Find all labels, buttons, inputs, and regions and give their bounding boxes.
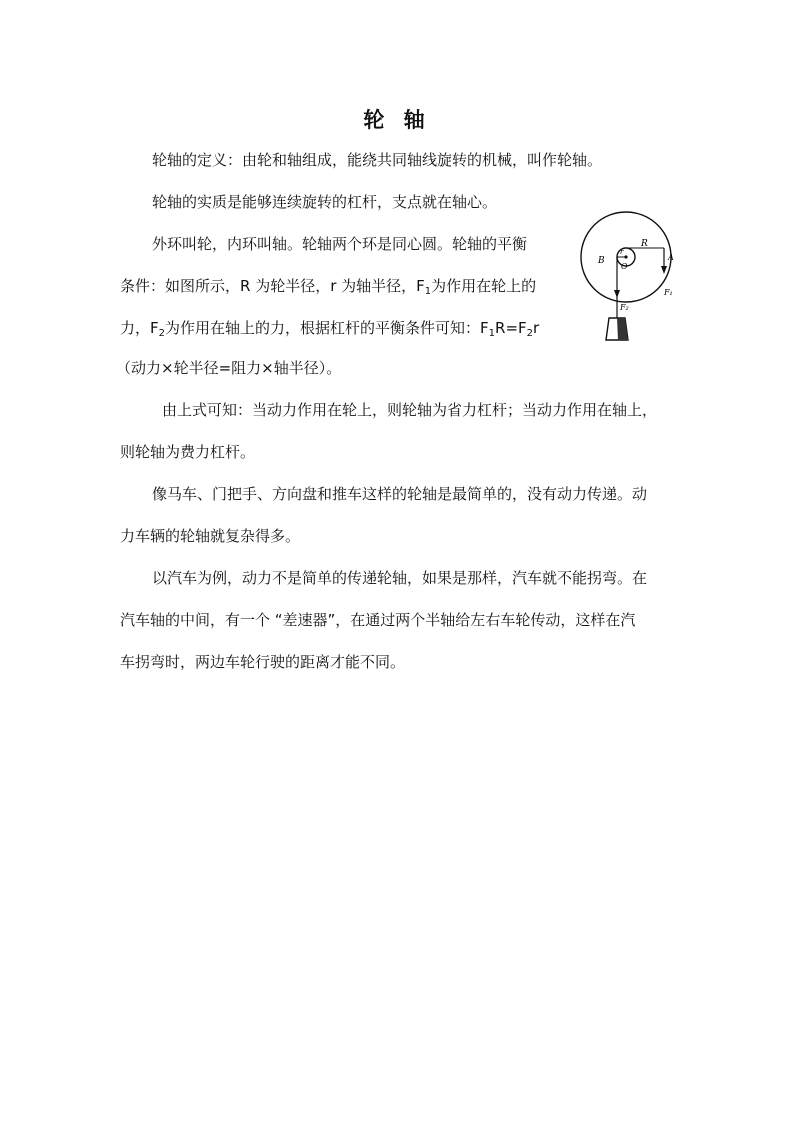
paragraph-essence: 轮轴的实质是能够连续旋转的杠杆，支点就在轴心。 [152,193,498,211]
subscript: 1 [488,328,496,339]
paragraph-balance-line-3 [120,318,539,338]
label-r: r [620,248,624,256]
label-B: B [598,256,605,266]
paragraph-balance-line-4: （动力×轮半径=阻力×轴半径）。 [116,359,342,377]
paragraph-car-line-1: 以汽车为例，动力不是简单的传递轮轴，如果是那样，汽车就不能拐弯。在 [152,569,648,587]
label-A: A [668,253,674,262]
wheel-axle-diagram [576,210,686,356]
label-F2: F₂ [620,303,629,312]
subscript: 2 [158,328,166,339]
text-segment: 为作用在轮上的 [431,277,537,295]
text-segment: 力，F [120,319,159,337]
weight-shade [617,318,628,340]
paragraph-examples-line-2: 力车辆的轮轴就复杂得多。 [120,527,301,545]
paragraph-definition: 轮轴的定义：由轮和轴组成，能绕共同轴线旋转的机械，叫作轮轴。 [152,151,603,169]
label-F1: F₁ [664,288,673,297]
paragraph-car-line-3: 车拐弯时，两边车轮行驶的距离才能不同。 [120,653,406,671]
text-segment: 条件：如图所示，R 为轮半径，r 为轴半径，F [120,277,425,295]
text-segment: 为作用在轴上的力，根据杠杆的平衡条件可知：F [165,319,489,337]
paragraph-balance-line-1: 外环叫轮，内环叫轴。轮轴两个环是同心圆。轮轴的平衡 [152,235,528,253]
force-f1-arrow [661,266,667,274]
paragraph-balance-line-2 [120,276,536,296]
label-R: R [641,239,648,249]
subscript: 2 [526,328,534,339]
paragraph-conclusion-line-1: 由上式可知：当动力作用在轮上，则轮轴为省力杠杆；当动力作用在轴上， [162,401,658,419]
label-O: O [621,262,628,271]
force-f2-arrow [614,290,620,298]
text-segment: R=F [495,319,527,337]
page-title: 轮 轴 [363,108,431,132]
text-segment: r [533,319,540,337]
paragraph-examples-line-1: 像马车、门把手、方向盘和推车这样的轮轴是最简单的，没有动力传递。动 [152,485,648,503]
paragraph-conclusion-line-2: 则轮轴为费力杠杆。 [120,443,256,461]
subscript: 1 [424,286,432,297]
paragraph-car-line-2: 汽车轴的中间，有一个 “差速器”，在通过两个半轴给左右车轮传动，这样在汽 [120,611,636,629]
